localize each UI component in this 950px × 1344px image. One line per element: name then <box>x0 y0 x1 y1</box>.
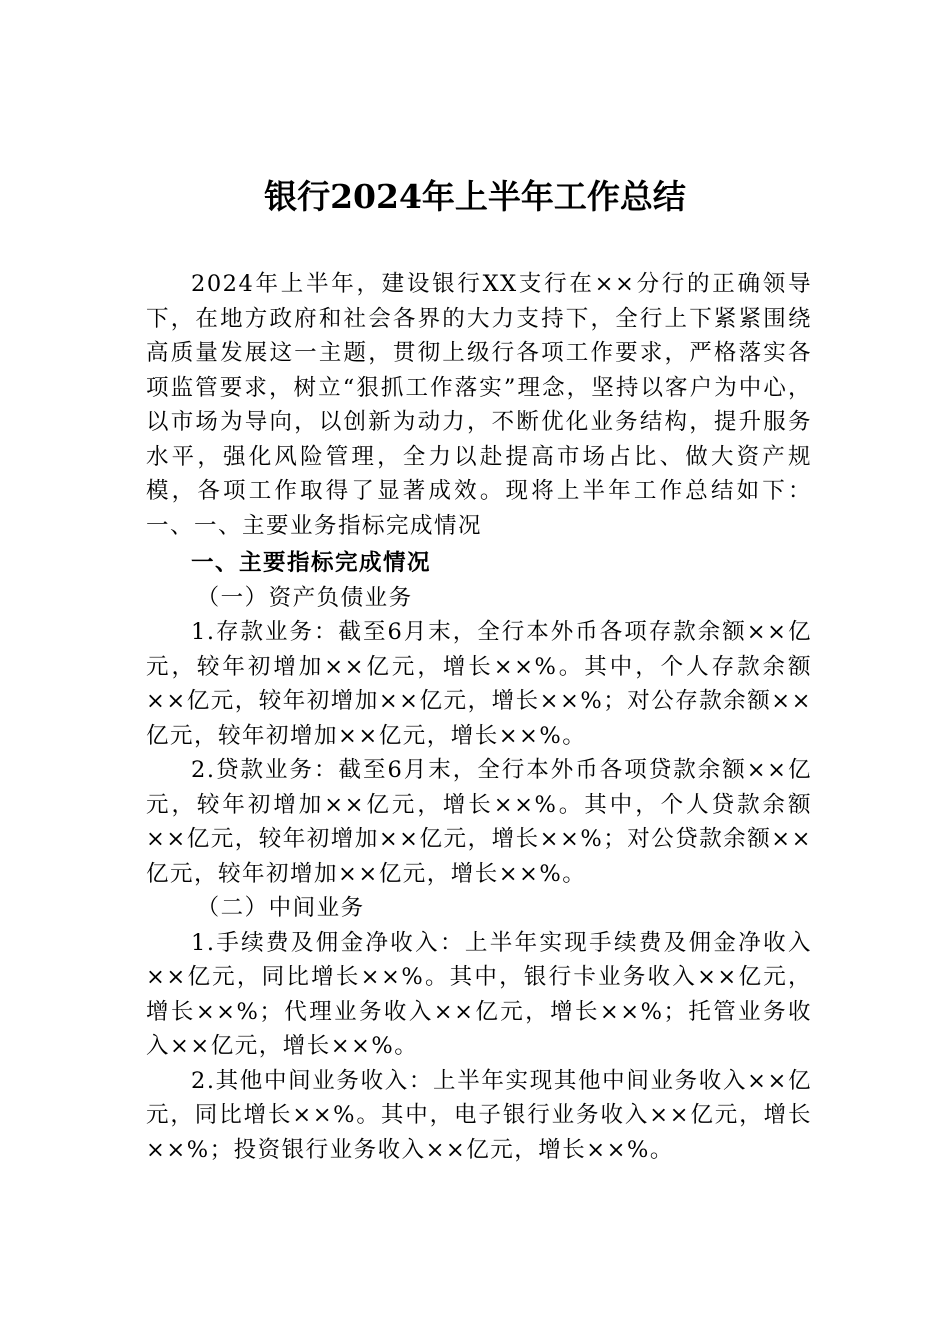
document-body <box>146 267 812 1167</box>
paragraph-loans: 2.贷款业务：截至6月末，全行本外币各项贷款余额××亿元，较年初增加××亿元，增长××%。其中，个人贷款余额××亿元，较年初增加××亿元，增长××%；对公贷款余额××亿元，较年初增加××亿元，增长××%。 <box>146 757 812 887</box>
intro-paragraph: 2024年上半年，建设银行XX支行在××分行的正确领导下，在地方政府和社会各界的大力支持下，全行上下紧紧围绕高质量发展这一主题，贯彻上级行各项工作要求，严格落实各项监管要求，树立“狠抓工作落实”理念，坚持以客户为中心，以市场为导向，以创新为动力，不断优化业务结构，提升服务水平，强化风险管理，全力以赴提高市场占比、做大资产规模，各项工作取得了显著成效。现将上半年工作总结如下：一、一、主要业务指标完成情况 <box>146 271 812 539</box>
paragraph-other-income: 2.其他中间业务收入：上半年实现其他中间业务收入××亿元，同比增长××%。其中，电子银行业务收入××亿元，增长××%；投资银行业务收入××亿元，增长××%。 <box>146 1067 812 1163</box>
section-heading-main-indicators: 一、主要指标完成情况 <box>191 550 432 576</box>
paragraph-deposits: 1.存款业务：截至6月末，全行本外币各项存款余额××亿元，较年初增加××亿元，增长××%。其中，个人存款余额××亿元，较年初增加××亿元，增长××%；对公存款余额××亿元，较年初增加××亿元，增长××%。 <box>146 619 812 749</box>
subsection-heading-assets-liabilities: （一）资产负债业务 <box>196 584 413 611</box>
document-title: 银行2024年上半年工作总结 <box>264 177 686 216</box>
paragraph-fee-income: 1.手续费及佣金净收入：上半年实现手续费及佣金净收入××亿元，同比增长××%。其中，银行卡业务收入××亿元，增长××%；代理业务收入××亿元，增长××%；托管业务收入××亿元，增长××%。 <box>146 929 812 1059</box>
subsection-heading-intermediary: （二）中间业务 <box>196 895 365 921</box>
